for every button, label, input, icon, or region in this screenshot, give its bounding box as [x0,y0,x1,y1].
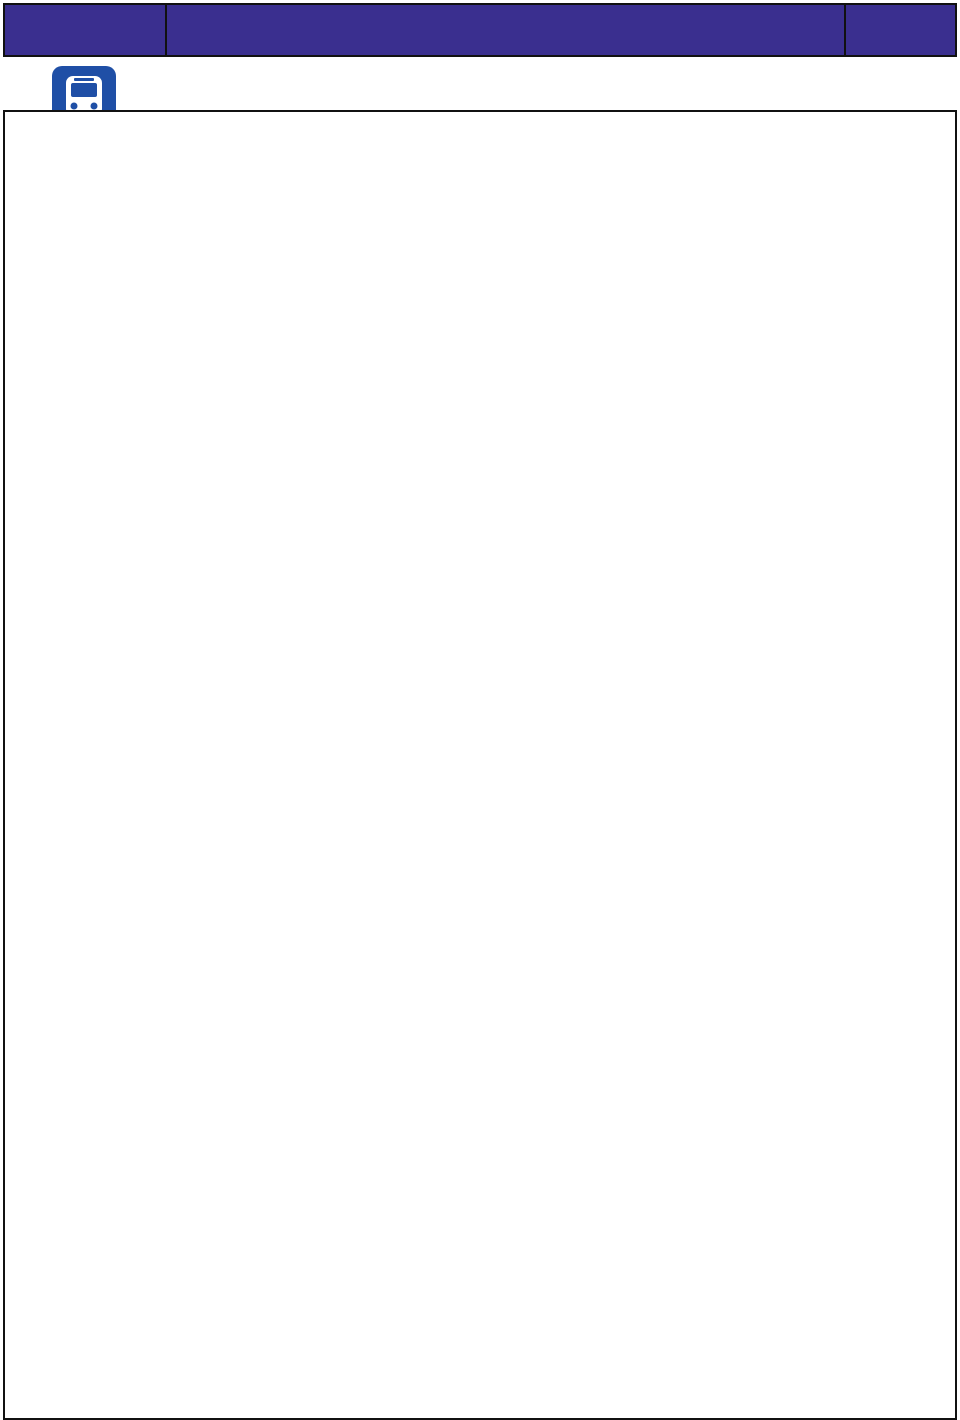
table-header [3,3,957,57]
departure-table [3,110,957,1420]
last-departure-column-header [846,5,955,55]
terminus-column-header [167,5,844,55]
section-title [5,112,955,138]
route-column-header [5,5,165,55]
